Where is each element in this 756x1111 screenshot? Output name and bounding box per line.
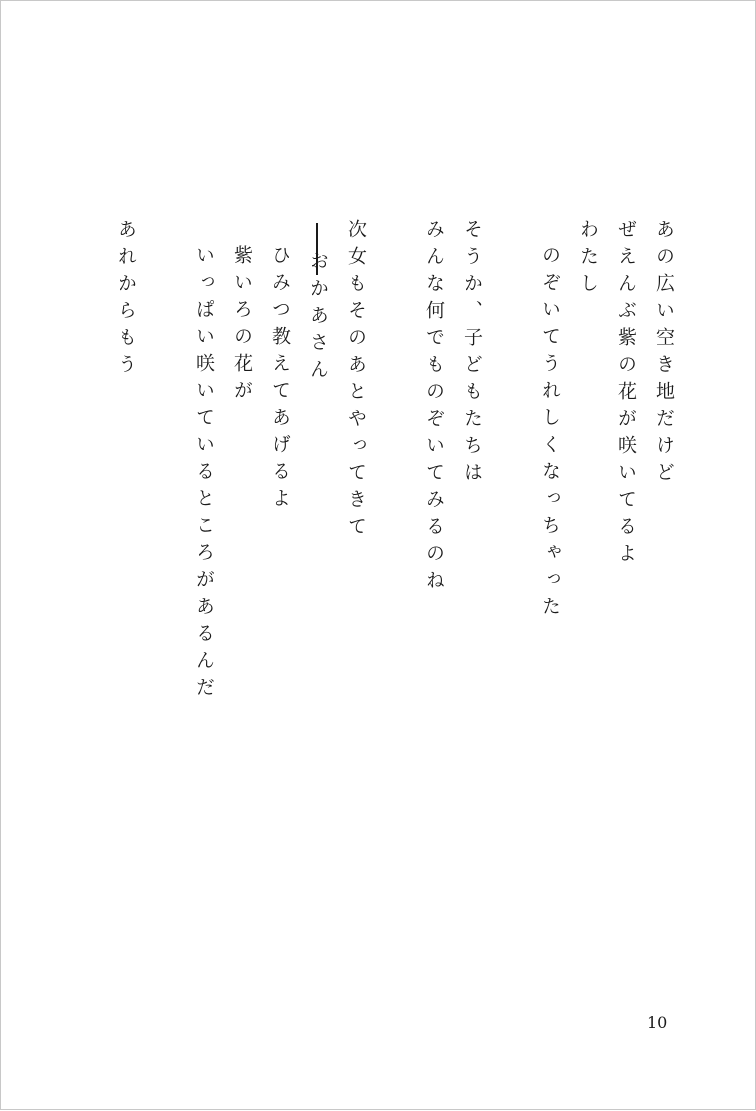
vertical-poem	[1, 1, 756, 1111]
poem-line-9: ひみつ教えてあげるよ	[269, 245, 291, 515]
poem-line-7: 次女もそのあとやってきて	[345, 219, 367, 543]
poem-line-5: そうか、子どもたちは	[461, 219, 483, 489]
poem-line-12: あれからもう	[115, 219, 137, 381]
poem-line-11: いっぱい咲いているところがあるんだ	[193, 245, 215, 704]
poem-line-1: あの広い空き地だけど	[653, 219, 675, 489]
poem-line-2: ぜえんぶ紫の花が咲いてるよ	[615, 219, 637, 570]
poem-line-6: みんな何でものぞいてみるのね	[423, 219, 445, 597]
poem-line-8: おかあさん	[307, 251, 329, 386]
poem-line-4: のぞいてうれしくなっちゃった	[539, 245, 561, 623]
poem-line-3: わたし	[577, 219, 599, 300]
poem-line-10: 紫いろの花が	[231, 245, 253, 407]
page-number: 10	[647, 1013, 668, 1032]
